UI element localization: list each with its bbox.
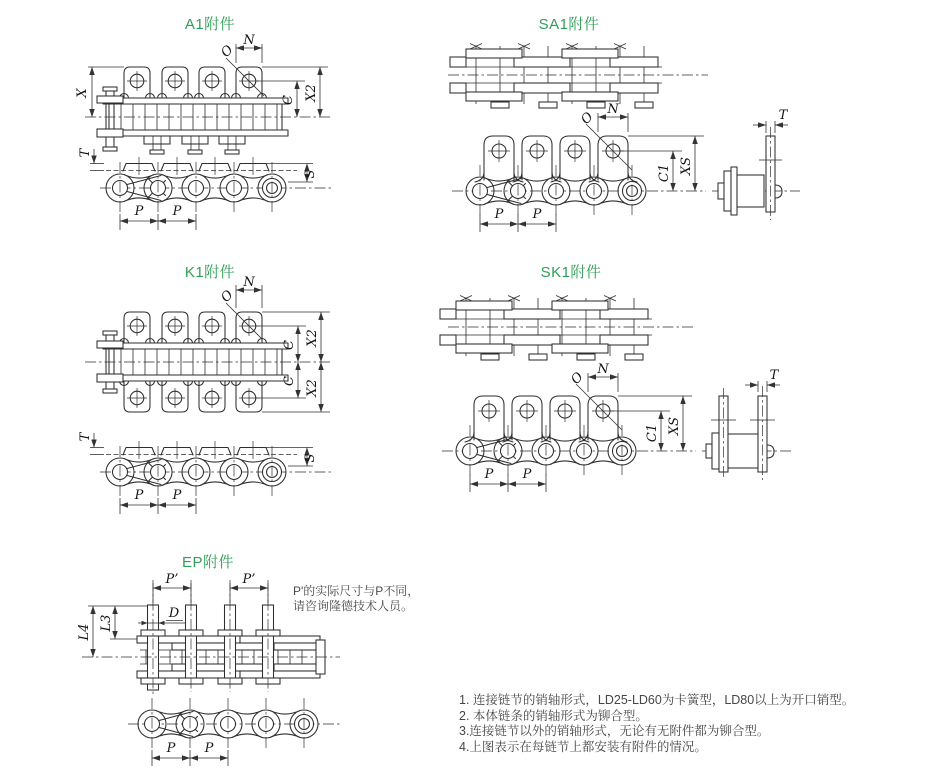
dim-label-n: N [243,275,255,290]
section-title-sk1: SK1附件 [540,264,602,281]
dim-label-x2-bottom: X2 [305,379,320,397]
dim-label-t: T [78,148,93,158]
dim-label-o: O [218,42,237,61]
dim-label-l4: L4 [77,623,92,641]
dim-label-t: T [769,368,779,383]
footnote-4: 4.上图表示在每链节上都安装有附件的情况。 [459,739,707,754]
section-title-k1: K1附件 [184,264,236,281]
dim-label-s: S [303,453,318,463]
dim-label-o: O [218,287,237,306]
section-title-sa1: SA1附件 [538,16,600,33]
sk1-side-view [442,362,696,492]
k1-chain-view [78,431,332,514]
sk1-plan-view [440,296,696,361]
dim-label-p1: P [484,467,494,482]
dim-label-p2: P [172,204,182,219]
dim-label-xs: XS [667,416,682,436]
dim-label-p2: P [172,488,182,503]
dim-label-p1: P [494,207,504,222]
sa1-side-view [452,102,706,232]
sk1-end-view [702,368,794,480]
dim-label-t: T [778,108,788,123]
dim-label-t: T [78,432,93,442]
ep-note [293,584,443,614]
dim-label-p1: P [166,741,176,756]
a1-chain-view [78,147,332,230]
section-title-a1: A1附件 [184,16,236,33]
dim-label-p1: P [134,204,144,219]
dim-label-n: N [243,33,255,48]
sa1-plan-view [448,44,708,109]
dim-label-x2-top: X2 [305,329,320,347]
sa1-end-view [712,108,800,220]
footnote-1: 1. 连接链节的销轴形式，LD25-LD60为卡簧型，LD80以上为开口销型。 [459,693,855,707]
dim-label-d: D [168,606,180,621]
dim-label-o: O [568,369,587,388]
dim-label-p-prime-1: P’ [165,572,179,587]
footnote-2: 2. 本体链条的销轴形式为铆合型。 [459,708,648,723]
dim-label-x2: X2 [304,84,319,102]
dim-label-x: X [75,88,90,98]
dim-label-p2: P [204,741,214,756]
dim-label-c1: C1 [657,163,672,183]
dim-label-p2: P [522,467,532,482]
dim-label-n: N [607,102,619,117]
ep-note-line2: 请咨询隆德技术人员。 [293,599,414,613]
footnotes [459,693,929,755]
dim-label-c1: C1 [645,423,660,443]
dim-label-c-top: C [282,340,297,350]
dim-label-p2: P [532,207,542,222]
dim-label-p1: P [134,488,144,503]
section-title-ep: EP附件 [181,554,234,571]
dim-label-o: O [578,109,597,128]
dim-label-s: S [303,169,318,179]
dim-label-l3: L3 [99,614,114,632]
dim-label-n: N [597,362,609,377]
footnote-3: 3.连接链节以外的销轴形式，无论有无附件都为铆合型。 [459,724,770,738]
dim-label-xs: XS [679,156,694,176]
ep-note-line1: P'的实际尺寸与P不同， [293,584,420,598]
dim-label-c: C [281,95,296,105]
dim-label-c-bottom: C [282,376,297,386]
dim-label-p-prime-2: P’ [242,572,256,587]
a1-lower-pins [144,136,245,154]
ep-chain-view [128,698,342,766]
k1-attachment-view [85,275,332,412]
a1-attachment-view [75,33,332,154]
